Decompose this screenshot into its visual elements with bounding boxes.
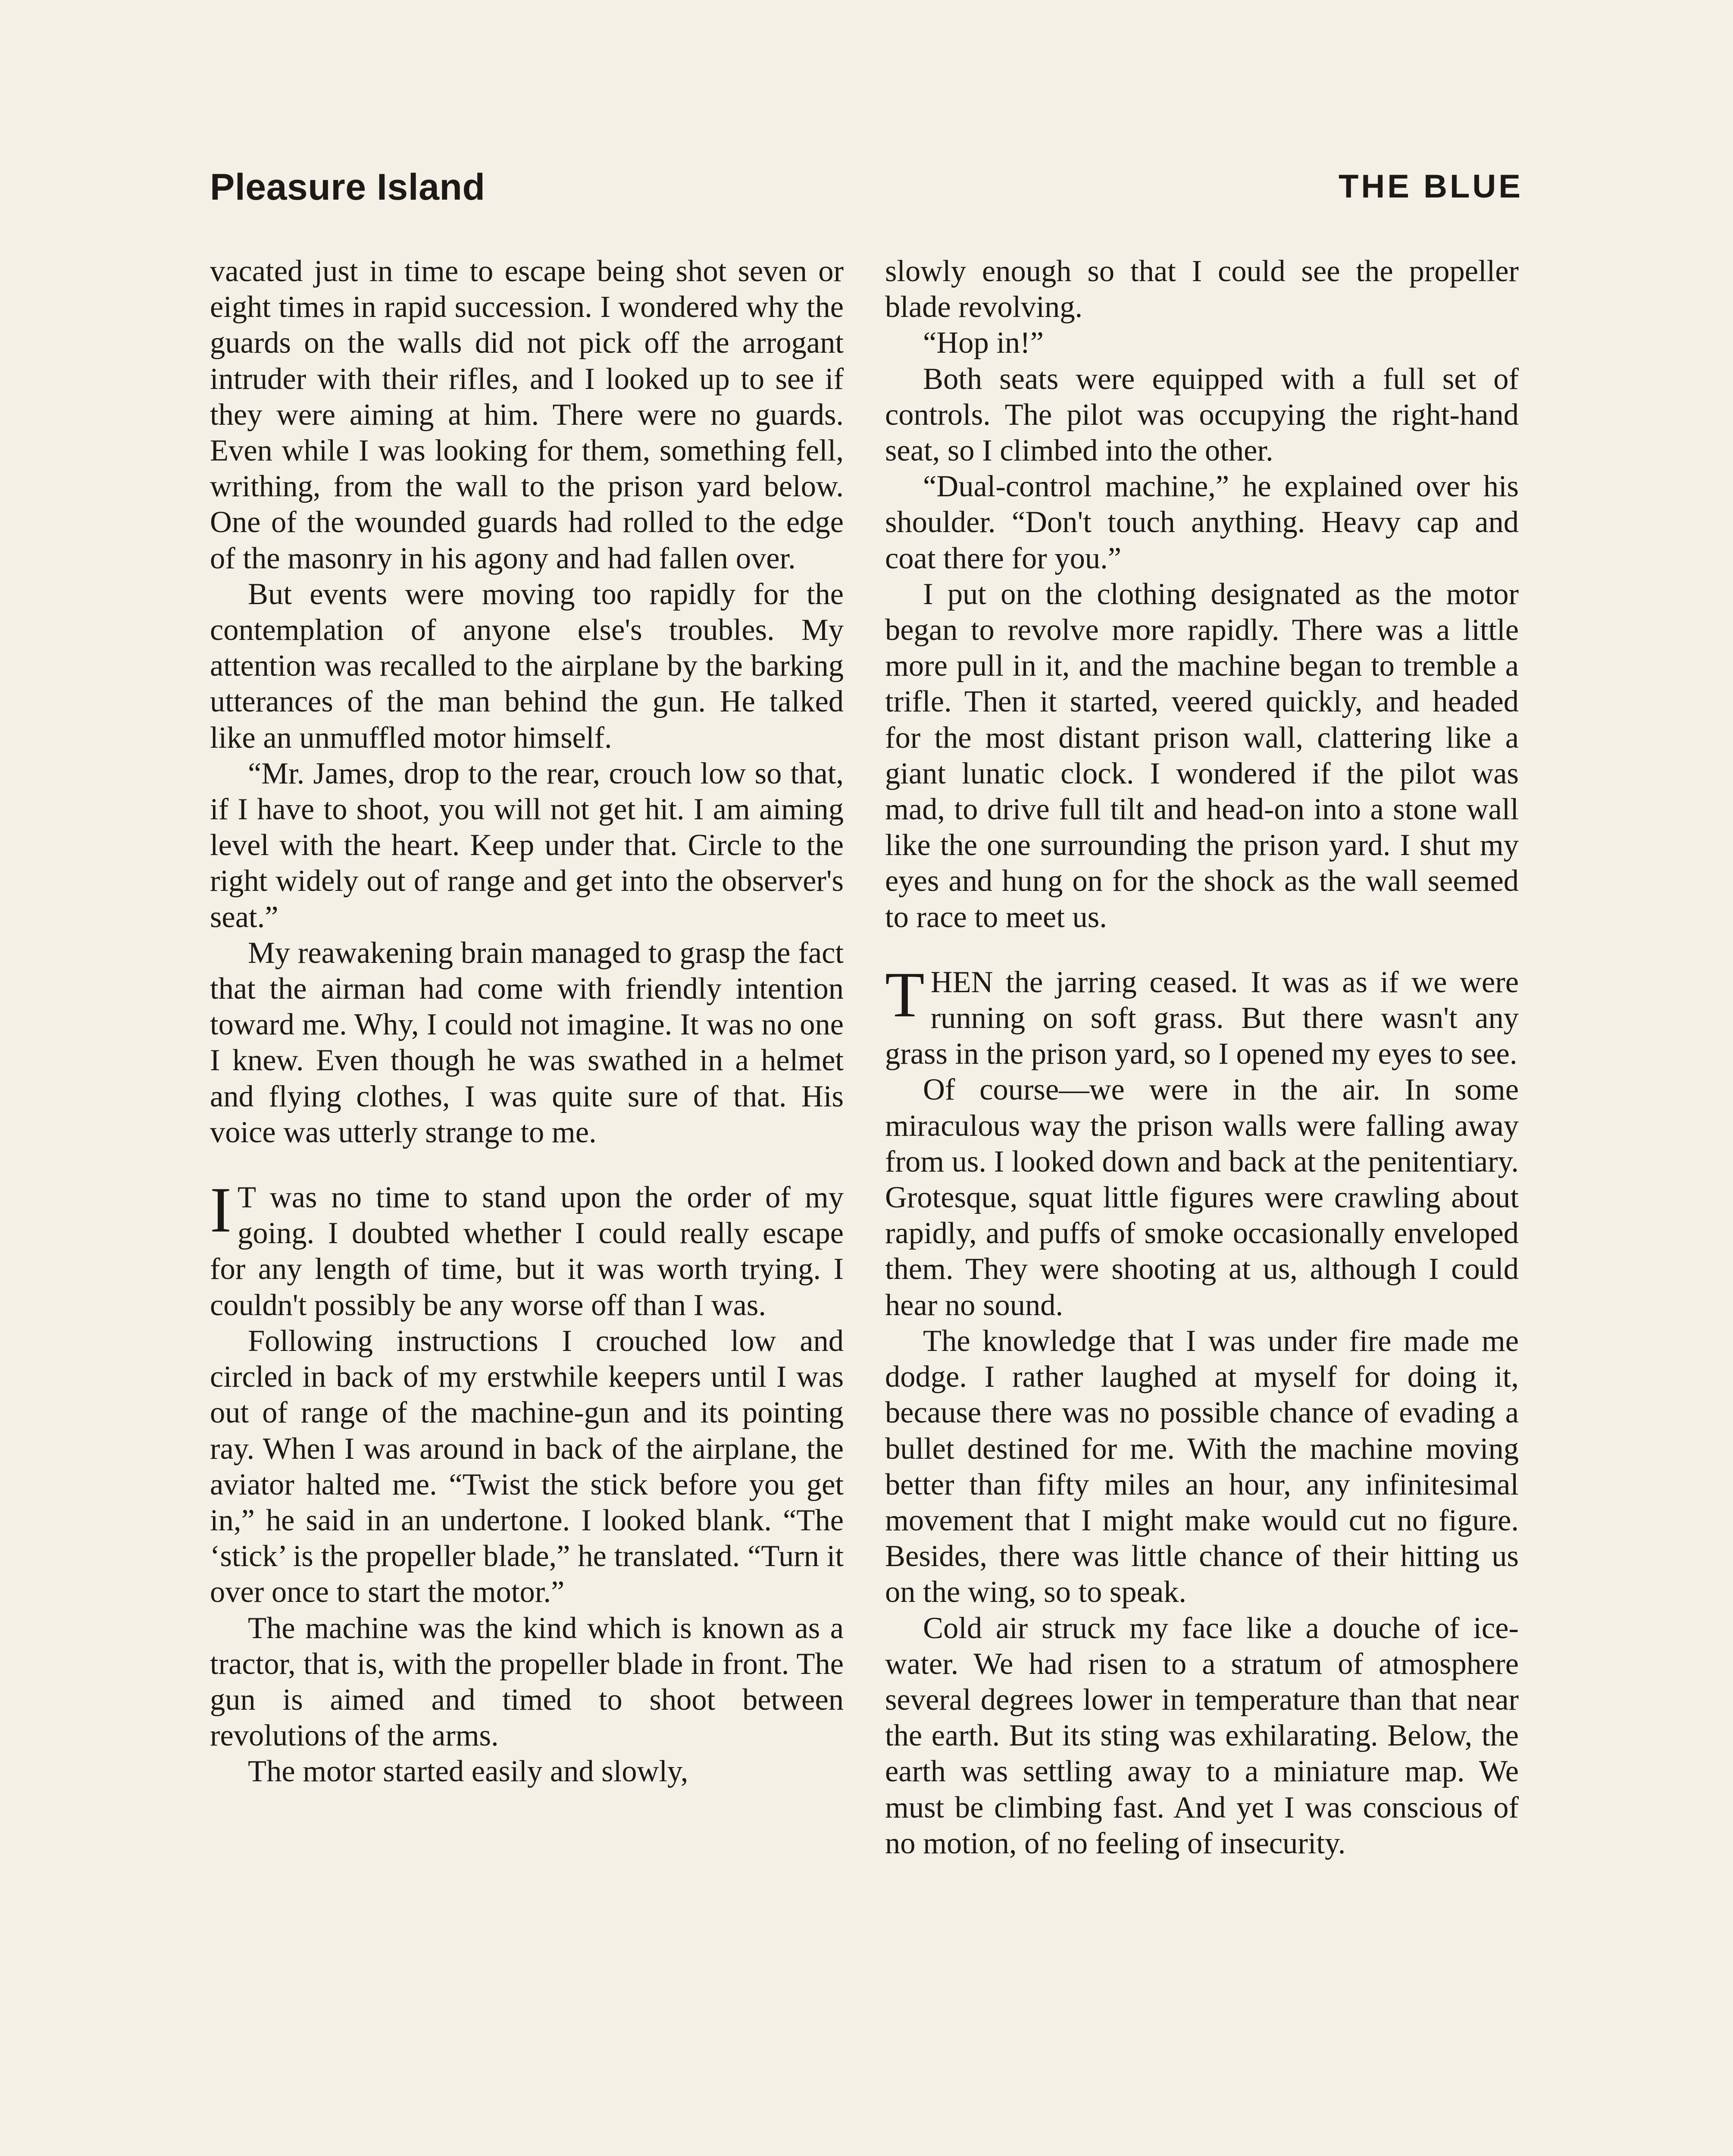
- right-column: [885, 254, 1519, 1861]
- running-head-title: Pleasure Island: [210, 166, 485, 208]
- running-head-magazine: THE BLUE: [1339, 168, 1523, 205]
- section-opening-paragraph: [210, 1174, 844, 1323]
- paragraph: The motor started easily and slowly,: [248, 1755, 688, 1789]
- paragraph: Following instructions I crouched low and circled in back of my erstwhile keepers until I was out of range of the machine-gun and its pointing ray. When I was around in back of the airplane, the aviator halted me. “Twist the stick before you get in,” he said in an undertone. I looked blank. “The ‘stick’ is the propeller blade,” he translated. “Turn it over once to start the motor.”: [210, 1324, 844, 1609]
- paragraph: I put on the clothing designated as the motor began to revolve more rapidly. There was a little more pull in it, and the machine began to tremble a trifle. Then it started, veered quickly, and headed for the most distant prison wall, clattering like a giant lunatic clock. I wondered if the pilot was mad, to drive full tilt and head-on into a stone wall like the one surrounding the prison yard. I shut my eyes and hung on for the shock as the wall seemed to race to meet us.: [885, 577, 1519, 934]
- section-opening-text: HEN the jarring ceased. It was as if we were running on soft grass. But there wasn't any grass in the prison yard, so I opened my eyes to see.: [885, 965, 1519, 1071]
- drop-cap: T: [885, 959, 925, 1031]
- paragraph: Both seats were equipped with a full set of controls. The pilot was occupying the right-hand seat, so I climbed into the other.: [885, 362, 1519, 468]
- paragraph: But events were moving too rapidly for the contemplation of anyone else's troubles. My attention was recalled to the airplane by the barking utterances of the man behind the gun. He talked like an unmuffled motor himself.: [210, 577, 844, 755]
- paragraph: The machine was the kind which is known as a tractor, that is, with the propeller blade in front. The gun is aimed and timed to shoot between revolutions of the arms.: [210, 1611, 844, 1753]
- paragraph: Of course—we were in the air. In some miraculous way the prison walls were falling away from us. I looked down and back at the penitentiary. Grotesque, squat little figures were crawling about rapidly, and puffs of smoke occasionally enveloped them. They were shooting at us, although I could hear no sound.: [885, 1073, 1519, 1322]
- paragraph: “Hop in!”: [923, 326, 1044, 360]
- paragraph: The knowledge that I was under fire made me dodge. I rather laughed at myself for doing it, because there was no possible chance of evading a bullet destined for me. With the machine moving better than fifty miles an hour, any infinitesimal movement that I might make would cut no figure. Besides, there was little chance of their hitting us on the wing, so to speak.: [885, 1324, 1519, 1609]
- section-opening-text: T was no time to stand upon the order of my going. I doubted whether I could really escape for any length of time, but it was worth trying. I couldn't possibly be any worse off than I was.: [210, 1181, 844, 1322]
- section-opening-paragraph: [885, 959, 1519, 1072]
- paragraph: vacated just in time to escape being shot seven or eight times in rapid succession. I wondered why the guards on the walls did not pick off the arrogant intruder with their rifles, and I looked up to see if they were aiming at him. There were no guards. Even while I was looking for them, something fell, writhing, from the wall to the prison yard below. One of the wounded guards had rolled to the edge of the masonry in his agony and had fallen over.: [210, 254, 844, 575]
- left-column: [210, 254, 844, 1790]
- paragraph: Cold air struck my face like a douche of ice-water. We had risen to a stratum of atmosphere several degrees lower in temperature than that near the earth. But its sting was exhilarating. Below, the earth was settling away to a miniature map. We must be climbing fast. And yet I was conscious of no motion, of no feeling of insecurity.: [885, 1611, 1519, 1860]
- paragraph: “Dual-control machine,” he explained over his shoulder. “Don't touch anything. Heavy cap and coat there for you.”: [885, 470, 1519, 575]
- drop-cap: I: [210, 1174, 231, 1246]
- paragraph: My reawakening brain managed to grasp the fact that the airman had come with friendly intention toward me. Why, I could not imagine. It was no one I knew. Even though he was swathed in a helmet and flying clothes, I was quite sure of that. His voice was utterly strange to me.: [210, 936, 844, 1149]
- paragraph: slowly enough so that I could see the propeller blade revolving.: [885, 254, 1519, 324]
- paragraph: “Mr. James, drop to the rear, crouch low so that, if I have to shoot, you will not get hit. I am aiming level with the heart. Keep under that. Circle to the right widely out of range and get into the observer's seat.”: [210, 756, 844, 934]
